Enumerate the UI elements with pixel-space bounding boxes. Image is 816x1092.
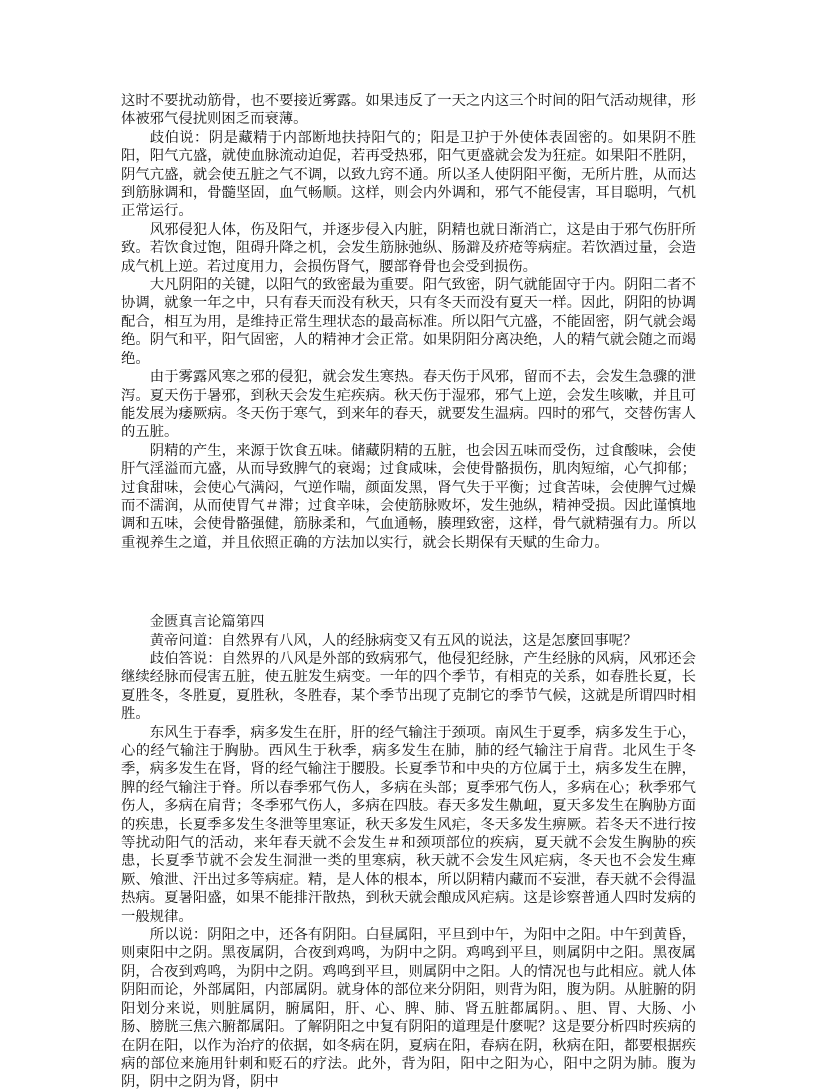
paragraph: 歧伯答说：自然界的八风是外部的致病邪气，他侵犯经脉，产生经脉的风病，风邪还会继续经脉而侵害五脏，使五脏发生病变。一年的四个季节，有相克的关系，如春胜长夏，长夏胜冬，冬胜夏，夏胜秋，冬胜春，某个季节出现了克制它的季节气候，这就是所谓四时相胜。: [121, 650, 696, 723]
paragraph: 东风生于春季，病多发生在肝，肝的经气输注于颈项。南风生于夏季，病多发生于心，心的经气输注于胸胁。西风生于秋季，病多发生在肺，肺的经气输注于肩背。北风生于冬季，病多发生在肾，肾的经气输注于腰股。长夏季节和中央的方位属于土，病多发生在脾，脾的经气输注于脊。所以春季邪气伤人，多病在头部；夏季邪气伤人，多病在心；秋季邪气伤人，多病在肩背；冬季邪气伤人，多病在四肢。春天多发生鼽衄，夏天多发生在胸胁方面的疾患，长夏季多发生冬泄等里寒证，秋天多发生风疟，冬天多发生痹厥。若冬天不进行按等扰动阳气的活动，来年春天就不会发生＃和颈项部位的疾病，夏天就不会发生胸胁的疾患，长夏季节就不会发生洞泄一类的里寒病，秋天就不会发生风疟病，冬天也不会发生痺厥、飧泄、汗出过多等病症。精，是人体的根本，所以阴精内藏而不妄泄，春天就不会得温热病。夏暑阳盛，如果不能排汗散热，到秋天就会酿成风疟病。这是诊察普通人四时发病的一般规律。: [121, 724, 696, 925]
paragraph: 黄帝问道：自然界有八风，人的经脉病变又有五风的说法，这是怎麼回事呢？: [149, 632, 638, 649]
section-continued-text: [121, 92, 696, 552]
paragraph: 阴精的产生，来源于饮食五味。储藏阴精的五脏，也会因五味而受伤，过食酸味，会使肝气淫溢而亢盛，从而导致脾气的衰竭；过食咸味，会使骨骼损伤，肌肉短缩，心气抑郁；过食甜味，会使心气满闷，气逆作喘，颜面发黑，肾气失于平衡；过食苦味，会使脾气过燥而不濡润，从而使胃气＃滞；过食辛味，会使筋脉败坏，发生弛纵，精神受损。因此谨慎地调和五味，会使骨骼强健，筋脉柔和，气血通畅，腠理致密，这样，骨气就精强有力。所以重视养生之道，并且依照正确的方法加以实行，就会长期保有天赋的生命力。: [121, 442, 696, 551]
paragraph: 由于雾露风寒之邪的侵犯，就会发生寒热。春天伤于风邪，留而不去，会发生急骤的泄泻。夏天伤于暑邪，到秋天会发生疟疾病。秋天伤于湿邪，邪气上逆，会发生咳嗽，并且可能发展为痿厥病。冬天伤于寒气，到来年的春天，就要发生温病。四时的邪气，交替伤害人的五脏。: [121, 369, 696, 441]
paragraph: 所以说：阴阳之中，还各有阴阳。白昼属阳，平旦到中午，为阳中之阳。中午到黄昏，则柬阳中之阴。黑夜属阴，合夜到鸡鸣，为阴中之阴。鸡鸣到平旦，则属阴中之阳。黑夜属阴，合夜到鸡鸣，为阴中之阴。鸡鸣到平旦，则属阴中之阳。人的情况也与此相应。就人体阴阳而论，外部属阳，内部属阴。就身体的部位来分阴阳，则背为阳，腹为阴。从脏腑的阴阳划分来说，则脏属阴，腑属阳，肝、心、脾、肺、肾五脏都属阴。、胆、胃、大肠、小肠、膀胱三焦六腑都属阳。了解阴阳之中复有阴阳的道理是什麽呢？这是要分析四时疾病的在阴在阳，以作为治疗的依据，如冬病在阴，夏病在阳，春病在阴，秋病在阳，都要根据疾病的部位来施用针刺和贬石的疗法。此外，背为阳，阳中之阳为心，阳中之阴为肺。腹为阴，阴中之阴为肾，阴中: [121, 927, 696, 1091]
document-page: [121, 92, 696, 1092]
paragraph: 风邪侵犯人体，伤及阳气，并逐步侵入内脏，阴精也就日渐消亡，这是由于邪气伤肝所致。若饮食过饱，阻碍升降之机，会发生筋脉弛纵、肠澼及疥疮等病症。若饮酒过量，会造成气机上逆。若过度用力，会损伤肾气，腰部脊骨也会受到损伤。: [121, 221, 696, 275]
section-chapter-four: [121, 613, 696, 1092]
paragraph: 歧伯说：阴是藏精于内部断地扶持阳气的；阳是卫护于外使体表固密的。如果阴不胜阳，阳气亢盛，就使血脉流动迫促，若再受热邪，阳气更盛就会发为狂症。如果阳不胜阴，阴气亢盛，就会使五脏之气不调，以致九窍不通。所以圣人使阴阳平衡，无所片胜，从而达到筋脉调和，骨髓坚固，血气畅顺。这样，则会内外调和，邪气不能侵害，耳目聪明，气机正常运行。: [121, 129, 696, 220]
paragraph: 这时不要扰动筋骨，也不要接近雾露。如果违反了一天之内这三个时间的阳气活动规律，形体被邪气侵扰则困乏而衰薄。: [121, 93, 696, 128]
chapter-title: 金匮真言论篇第四: [149, 614, 265, 631]
paragraph: 大凡阴阳的关键，以阳气的致密最为重要。阳气致密，阴气就能固守于内。阴阳二者不协调，就象一年之中，只有春天而没有秋天，只有冬天而没有夏天一样。因此，阴阳的协调配合，相互为用，是维持正常生理状态的最高标准。所以阳气亢盛，不能固密，阴气就会竭绝。阴气和平，阳气固密，人的精神才会正常。如果阴阳分离决绝，人的精气就会随之而竭绝。: [121, 277, 696, 367]
